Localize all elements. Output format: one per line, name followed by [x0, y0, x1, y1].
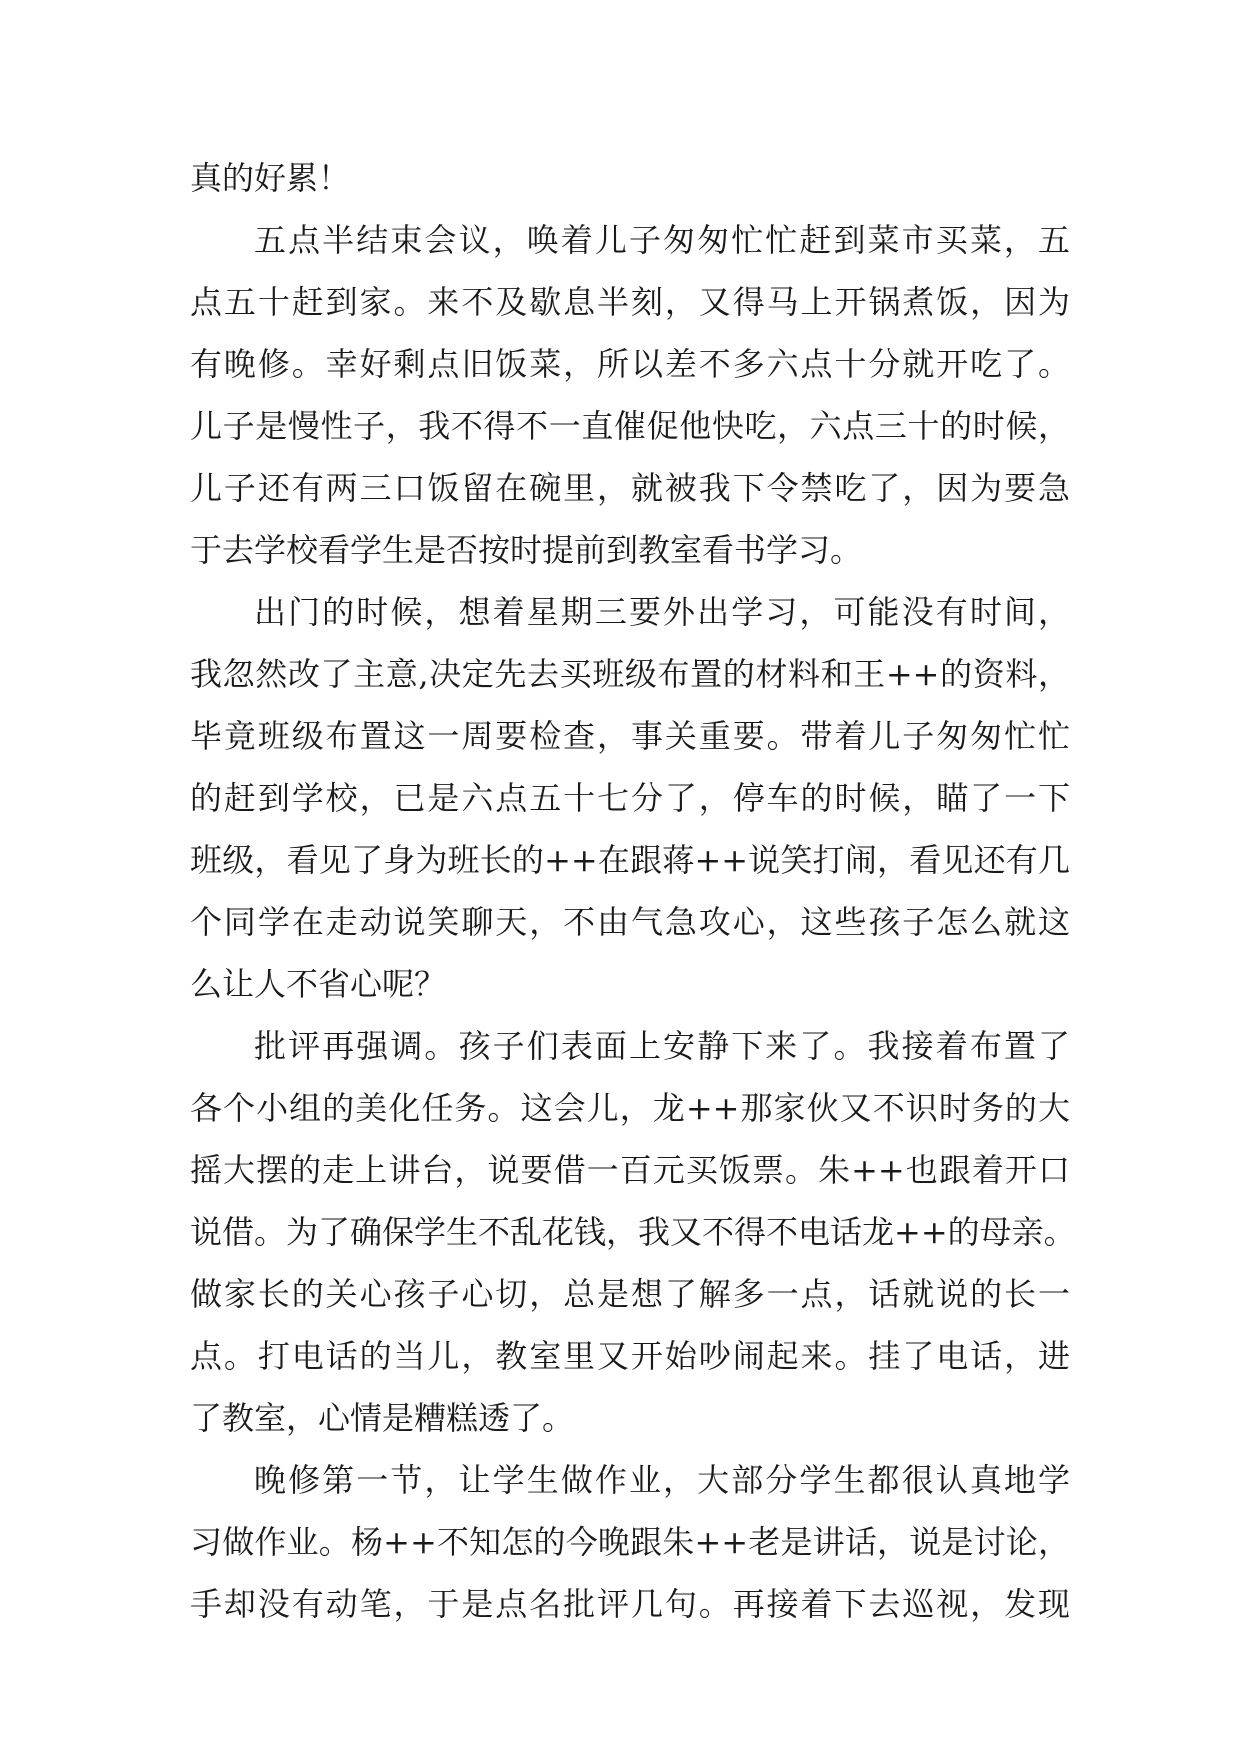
text-line: 我忽然改了主意,决定先去买班级布置的材料和王++的资料， [190, 655, 1070, 693]
text-line: 点五十赶到家。来不及歇息半刻，又得马上开锅煮饭，因为 [190, 283, 1070, 321]
text-line: 于去学校看学生是否按时提前到教室看书学习。 [190, 531, 863, 569]
text-line: 真的好累！ [190, 159, 351, 197]
text-line: 有晚修。幸好剩点旧饭菜，所以差不多六点十分就开吃了。 [190, 345, 1070, 383]
paragraph-first-line: 出门的时候，想着星期三要外出学习，可能没有时间， [254, 593, 1070, 631]
paragraph-first-line: 批评再强调。孩子们表面上安静下来了。我接着布置了 [254, 1027, 1070, 1065]
text-line: 班级，看见了身为班长的++在跟蒋++说笑打闹，看见还有几 [190, 841, 1070, 879]
text-line: 儿子还有两三口饭留在碗里，就被我下令禁吃了，因为要急 [190, 469, 1070, 507]
text-line: 儿子是慢性子，我不得不一直催促他快吃，六点三十的时候， [190, 407, 1070, 445]
text-line: 各个小组的美化任务。这会儿，龙++那家伙又不识时务的大 [190, 1089, 1070, 1127]
text-line: 做家长的关心孩子心切，总是想了解多一点，话就说的长一 [190, 1275, 1070, 1313]
text-line: 摇大摆的走上讲台，说要借一百元买饭票。朱++也跟着开口 [190, 1151, 1070, 1189]
text-line: 的赶到学校，已是六点五十七分了，停车的时候，瞄了一下 [190, 779, 1070, 817]
paragraph-first-line: 晚修第一节，让学生做作业，大部分学生都很认真地学 [254, 1461, 1070, 1499]
text-line: 个同学在走动说笑聊天，不由气急攻心，这些孩子怎么就这 [190, 903, 1070, 941]
text-line: 说借。为了确保学生不乱花钱，我又不得不电话龙++的母亲。 [190, 1213, 1076, 1251]
paragraph-first-line: 五点半结束会议，唤着儿子匆匆忙忙赶到菜市买菜，五 [254, 221, 1070, 259]
text-line: 了教室，心情是糟糕透了。 [190, 1399, 575, 1437]
text-line: 么让人不省心呢？ [190, 965, 447, 1003]
text-line: 毕竟班级布置这一周要检查，事关重要。带着儿子匆匆忙忙 [190, 717, 1070, 755]
text-line: 习做作业。杨++不知怎的今晚跟朱++老是讲话，说是讨论， [190, 1523, 1070, 1561]
text-line: 手却没有动笔，于是点名批评几句。再接着下去巡视，发现 [190, 1585, 1070, 1623]
text-line: 点。打电话的当儿，教室里又开始吵闹起来。挂了电话，进 [190, 1337, 1070, 1375]
